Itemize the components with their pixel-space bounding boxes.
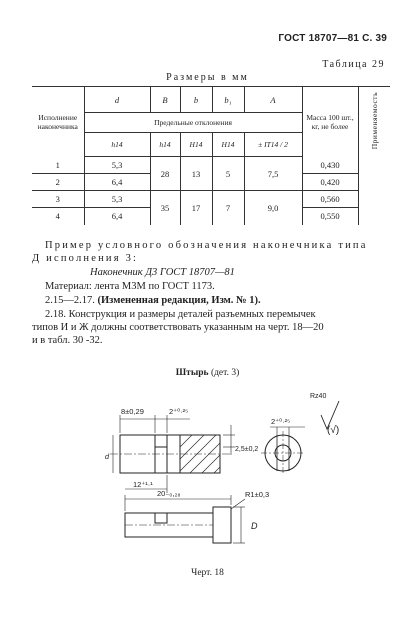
roughness-value: Rz40 bbox=[310, 393, 327, 400]
dim-2-end: 2⁺⁰·²⁵ bbox=[271, 417, 291, 426]
cell-exec: 3 bbox=[32, 191, 84, 208]
dim-2-slot: 2⁺⁰·²⁵ bbox=[169, 407, 189, 416]
header-applicability: Применяемость bbox=[358, 87, 390, 157]
cell-B: 28 bbox=[150, 157, 180, 191]
figure-caption: Черт. 18 bbox=[191, 568, 224, 578]
dim-D: D bbox=[251, 521, 258, 531]
tol-b1: H14 bbox=[212, 133, 244, 157]
dim-r1: R1±0,3 bbox=[245, 490, 270, 499]
table-row bbox=[32, 191, 390, 208]
cell-exec: 1 bbox=[32, 157, 84, 174]
header-A: A bbox=[244, 87, 302, 113]
paragraph-218-line-1: 2.18. Конструкция и размеры деталей разъемных перемычек bbox=[45, 309, 316, 320]
cell-mass: 0,550 bbox=[302, 208, 358, 225]
cell-A: 7,5 bbox=[244, 157, 302, 191]
example-line-2: Д исполнения 3: bbox=[32, 253, 139, 264]
cell-b1: 5 bbox=[212, 157, 244, 191]
cell-b1: 7 bbox=[212, 191, 244, 225]
tol-b: H14 bbox=[180, 133, 212, 157]
cell-d: 6,4 bbox=[84, 208, 150, 225]
cell-mass: 0,560 bbox=[302, 191, 358, 208]
tol-B: h14 bbox=[150, 133, 180, 157]
tol-A: ± IT14 / 2 bbox=[244, 133, 302, 157]
tol-d: h14 bbox=[84, 133, 150, 157]
cell-exec: 2 bbox=[32, 174, 84, 191]
cell-applicability bbox=[358, 157, 390, 225]
dim-d: d bbox=[104, 452, 110, 461]
table-caption: Размеры в мм bbox=[166, 72, 249, 83]
roughness-symbol: (√) bbox=[327, 425, 340, 436]
cell-mass: 0,420 bbox=[302, 174, 358, 191]
material-line: Материал: лента М3М по ГОСТ 1173. bbox=[45, 281, 215, 292]
header-b: b bbox=[180, 87, 212, 113]
header-execution: Исполнение наконечника bbox=[32, 87, 84, 157]
example-line-1: Пример условного обозначения наконечника типа bbox=[45, 240, 368, 251]
header-d: d bbox=[84, 87, 150, 113]
figure-title: Штырь (дет. 3) bbox=[175, 368, 240, 378]
header-b1: b₁ bbox=[212, 87, 244, 113]
dim-20: 20₋₀,₂₈ bbox=[157, 489, 181, 498]
dim-8: 8±0,29 bbox=[121, 407, 144, 416]
cell-A: 9,0 bbox=[244, 191, 302, 225]
cell-b: 17 bbox=[180, 191, 212, 225]
amendment-line: 2.15—2.17. (Измененная редакция, Изм. № 1). bbox=[45, 295, 261, 306]
header-B: B bbox=[150, 87, 180, 113]
header-mass: Масса 100 шт., кг, не более bbox=[302, 87, 358, 157]
cell-B: 35 bbox=[150, 191, 180, 225]
dim-2-5: 2,5±0,2 bbox=[235, 446, 259, 453]
dimensions-table bbox=[32, 86, 390, 225]
cell-exec: 4 bbox=[32, 208, 84, 225]
table-row bbox=[32, 157, 390, 174]
pin-drawing bbox=[95, 385, 355, 565]
paragraph-218-line-2: типов И и Ж должны соответствовать указанным на черт. 18—20 bbox=[32, 322, 324, 333]
cell-b: 13 bbox=[180, 157, 212, 191]
paragraph-218-line-3: и в табл. 30 -32. bbox=[32, 335, 103, 346]
page-header: ГОСТ 18707—81 С. 39 bbox=[278, 33, 387, 44]
header-limit-deviations: Предельные отклонения bbox=[84, 113, 302, 133]
cell-d: 5,3 bbox=[84, 157, 150, 174]
table-number: Таблица 29 bbox=[322, 59, 385, 70]
cell-d: 6,4 bbox=[84, 174, 150, 191]
dim-12: 12⁺¹·¹ bbox=[133, 480, 153, 489]
cell-d: 5,3 bbox=[84, 191, 150, 208]
cell-mass: 0,430 bbox=[302, 157, 358, 174]
designation-example: Наконечник Д3 ГОСТ 18707—81 bbox=[90, 267, 235, 278]
